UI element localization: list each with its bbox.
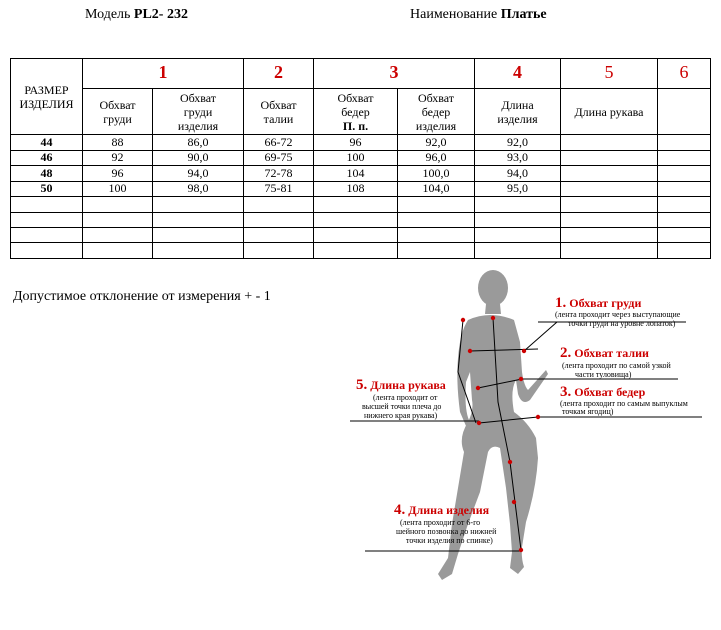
value-cell xyxy=(658,212,711,227)
table-row xyxy=(11,228,711,243)
value-cell xyxy=(83,212,153,227)
bust-pointer-line xyxy=(524,322,557,351)
value-cell xyxy=(658,228,711,243)
value-cell xyxy=(314,243,398,259)
value-cell xyxy=(475,228,561,243)
value-cell xyxy=(561,181,658,196)
group-number: 3 xyxy=(314,59,475,89)
value-cell xyxy=(398,212,475,227)
svg-text:части туловища): части туловища) xyxy=(575,370,632,379)
group-number: 2 xyxy=(244,59,314,89)
svg-text:3. Обхват бедер: 3. Обхват бедер xyxy=(560,384,646,400)
value-cell: 72-78 xyxy=(244,166,314,181)
svg-text:(лента проходит от 6-го: (лента проходит от 6-го xyxy=(400,518,481,527)
svg-text:5. Длина рукава: 5. Длина рукава xyxy=(356,377,446,393)
value-cell xyxy=(658,150,711,165)
value-cell: 95,0 xyxy=(475,181,561,196)
col-header: Обхват бедер П. п. xyxy=(314,88,398,134)
value-cell xyxy=(83,228,153,243)
value-cell xyxy=(314,212,398,227)
value-cell xyxy=(561,243,658,259)
group-number: 6 xyxy=(658,59,711,89)
size-cell: 44 xyxy=(11,135,83,150)
size-header-line: ИЗДЕЛИЯ xyxy=(19,96,74,111)
col-header: Обхват груди xyxy=(83,88,153,134)
table-row xyxy=(11,197,711,212)
value-cell xyxy=(475,212,561,227)
size-cell xyxy=(11,228,83,243)
value-cell xyxy=(314,228,398,243)
value-cell xyxy=(244,212,314,227)
col-header: Обхват бедер изделия xyxy=(398,88,475,134)
size-cell: 48 xyxy=(11,166,83,181)
table-row xyxy=(11,212,711,227)
size-header xyxy=(11,59,83,135)
value-cell xyxy=(475,197,561,212)
value-cell xyxy=(398,243,475,259)
svg-text:высшей точки плеча до: высшей точки плеча до xyxy=(362,402,442,411)
value-cell: 88 xyxy=(83,135,153,150)
col-header: Обхват талии xyxy=(244,88,314,134)
value-cell xyxy=(561,228,658,243)
value-cell: 92 xyxy=(83,150,153,165)
value-cell xyxy=(314,197,398,212)
label-waist xyxy=(560,345,671,379)
svg-text:1. Обхват груди: 1. Обхват груди xyxy=(555,295,642,311)
table-row xyxy=(11,135,711,150)
value-cell xyxy=(153,197,244,212)
value-cell: 93,0 xyxy=(475,150,561,165)
svg-text:точкам ягодиц): точкам ягодиц) xyxy=(562,407,614,416)
svg-text:точки изделия по спинке): точки изделия по спинке) xyxy=(406,536,493,545)
value-cell: 104 xyxy=(314,166,398,181)
tolerance-note: Допустимое отклонение от измерения + - 1 xyxy=(13,289,271,304)
value-cell: 100 xyxy=(314,150,398,165)
group-number: 4 xyxy=(475,59,561,89)
value-cell xyxy=(83,197,153,212)
value-cell xyxy=(153,228,244,243)
col-header: Длина изделия xyxy=(475,88,561,134)
label-sleeve-length xyxy=(356,377,446,420)
product-name-heading xyxy=(410,7,547,23)
col-header: Длина рукава xyxy=(561,88,658,134)
value-cell: 66-72 xyxy=(244,135,314,150)
table-row xyxy=(11,166,711,181)
value-cell xyxy=(658,197,711,212)
value-cell: 75-81 xyxy=(244,181,314,196)
svg-text:(лента проходит по самым выпук: (лента проходит по самым выпуклым xyxy=(560,399,688,408)
value-cell: 92,0 xyxy=(398,135,475,150)
value-cell xyxy=(475,243,561,259)
label-garment-length xyxy=(394,502,497,545)
value-cell xyxy=(398,197,475,212)
value-cell xyxy=(244,243,314,259)
svg-text:(лента проходит от: (лента проходит от xyxy=(373,393,438,402)
svg-text:4. Длина изделия: 4. Длина изделия xyxy=(394,502,490,518)
svg-text:(лента проходит по самой узкой: (лента проходит по самой узкой xyxy=(562,361,671,370)
value-cell: 94,0 xyxy=(153,166,244,181)
size-cell xyxy=(11,197,83,212)
value-cell xyxy=(561,212,658,227)
value-cell: 98,0 xyxy=(153,181,244,196)
value-cell xyxy=(658,181,711,196)
value-cell: 96,0 xyxy=(398,150,475,165)
value-cell: 94,0 xyxy=(475,166,561,181)
model-value: PL2- 232 xyxy=(133,7,188,22)
value-cell xyxy=(153,243,244,259)
measurement-diagram xyxy=(340,262,712,592)
value-cell xyxy=(561,150,658,165)
value-cell xyxy=(83,243,153,259)
value-cell xyxy=(153,212,244,227)
value-cell xyxy=(561,135,658,150)
group-number: 1 xyxy=(83,59,244,89)
table-row xyxy=(11,243,711,259)
group-number: 5 xyxy=(561,59,658,89)
svg-text:шейного позвонка до нижней: шейного позвонка до нижней xyxy=(396,527,497,536)
value-cell: 104,0 xyxy=(398,181,475,196)
size-cell xyxy=(11,243,83,259)
value-cell: 108 xyxy=(314,181,398,196)
size-cell: 46 xyxy=(11,150,83,165)
value-cell xyxy=(658,166,711,181)
value-cell xyxy=(658,135,711,150)
value-cell: 86,0 xyxy=(153,135,244,150)
col-header xyxy=(658,88,711,134)
value-cell xyxy=(561,197,658,212)
value-cell: 100 xyxy=(83,181,153,196)
table-row xyxy=(11,181,711,196)
svg-text:точки груди на уровне лопаток): точки груди на уровне лопаток) xyxy=(568,319,676,328)
value-cell: 90,0 xyxy=(153,150,244,165)
svg-text:нижнего края рукава): нижнего края рукава) xyxy=(364,411,438,420)
value-cell xyxy=(561,166,658,181)
size-cell: 50 xyxy=(11,181,83,196)
value-cell: 69-75 xyxy=(244,150,314,165)
col-header: Обхват груди изделия xyxy=(153,88,244,134)
size-table xyxy=(10,58,711,259)
value-cell: 96 xyxy=(83,166,153,181)
value-cell xyxy=(658,243,711,259)
value-cell: 96 xyxy=(314,135,398,150)
label-bust xyxy=(555,295,681,328)
svg-text:2. Обхват талии: 2. Обхват талии xyxy=(560,345,649,361)
size-header-line: РАЗМЕР xyxy=(24,82,69,97)
label-hips xyxy=(560,384,688,416)
value-cell: 92,0 xyxy=(475,135,561,150)
svg-text:(лента проходит через выступаю: (лента проходит через выступающие xyxy=(555,310,681,319)
name-label: Наименование xyxy=(410,7,498,22)
table-row xyxy=(11,150,711,165)
value-cell: 100,0 xyxy=(398,166,475,181)
size-cell xyxy=(11,212,83,227)
model-heading xyxy=(85,7,188,23)
value-cell xyxy=(244,228,314,243)
model-label: Модель xyxy=(85,7,131,22)
value-cell xyxy=(398,228,475,243)
name-value: Платье xyxy=(500,7,547,22)
value-cell xyxy=(244,197,314,212)
